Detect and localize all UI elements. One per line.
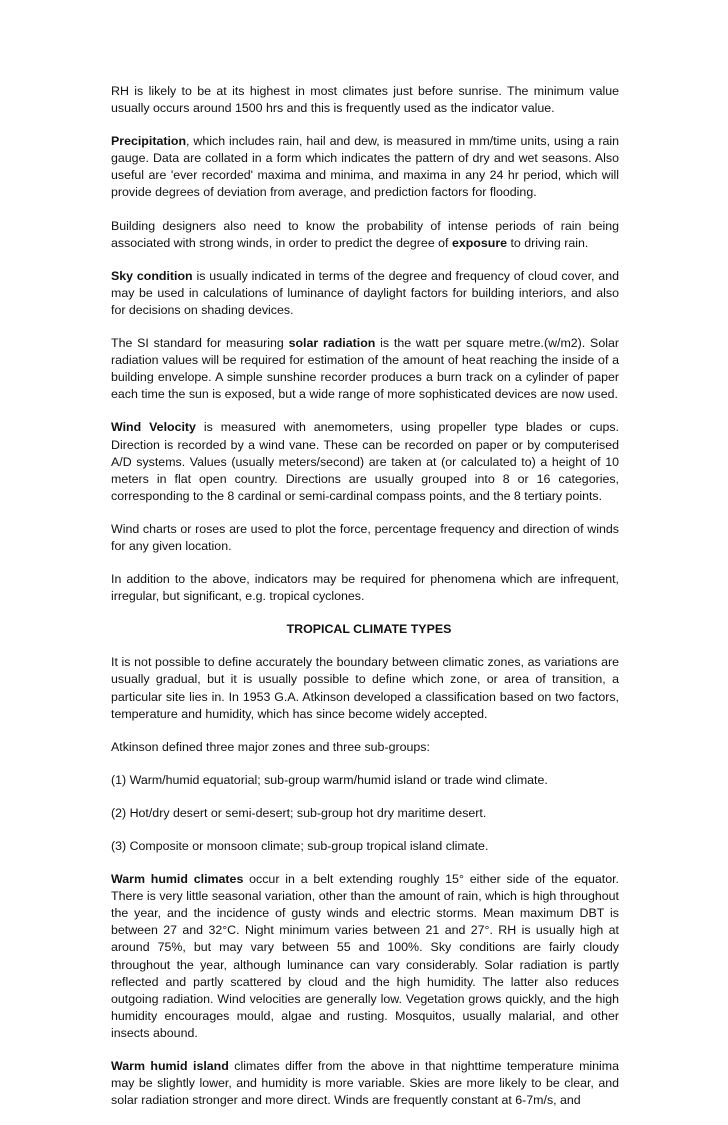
paragraph-solar-radiation	[111, 335, 619, 403]
paragraph-wind-charts: Wind charts or roses are used to plot the force, percentage frequency and direction of winds for any given location.	[111, 521, 619, 553]
list-item: (2) Hot/dry desert or semi-desert; sub-group hot dry maritime desert.	[111, 805, 487, 820]
term-warm-humid-island: Warm humid island	[111, 1059, 229, 1074]
paragraph-text: , which includes rain, hail and dew, is measured in mm/time units, using a rain gauge. Data are collated in a form which indicates the pattern of dry and wet seasons. Also useful are 'ever recorded' maxima and minima, and maxima in any 24 hr period, which will provide degrees of deviation from average, and prediction factors for flooding.	[111, 134, 619, 200]
paragraph-text: to driving rain.	[507, 235, 589, 250]
term-warm-humid-climates: Warm humid climates	[111, 872, 244, 887]
paragraph-exposure	[111, 218, 619, 252]
paragraph-atkinson: Atkinson defined three major zones and three sub-groups:	[111, 739, 430, 754]
paragraph-warm-humid	[111, 871, 619, 1042]
term-wind-velocity: Wind Velocity	[111, 420, 196, 435]
paragraph-indicators: In addition to the above, indicators may be required for phenomena which are infrequent, irregular, but significant, e.g. tropical cyclones.	[111, 572, 619, 604]
paragraph-text: Building designers also need to know the probability of intense periods of rain being associated with strong winds, in order to predict the degree of	[111, 218, 619, 250]
paragraph-text: climates differ from the above in that nighttime temperature minima may be slightly lower, and humidity is more variable. Skies are more likely to be clear, and solar radiation stronger and more direct. Winds are frequently constant at 6-7m/s, and	[111, 1059, 620, 1108]
paragraph-precipitation	[111, 133, 619, 201]
paragraph-text: occur in a belt extending roughly 15° either side of the equator. There is very little seasonal variation, other than the amount of rain, which is high throughout the year, and the incidence of gusty winds and electric storms. Mean maximum DBT is between 27 and 32°C. Night minimum varies between 21 and 27°. RH is usually high at around 75%, but may vary between 55 and 100%. Sky conditions are fairly cloudy throughout the year, although luminance can vary considerably. Solar radiation is partly reflected and partly scattered by cloud and the high humidity. The latter also reduces outgoing radiation. Wind velocities are generally low. Vegetation grows quickly, and the high humidity encourages mould, algae and rusting. Mosquitos, usually malarial, and other insects abound.	[111, 872, 619, 1040]
paragraph-rh: RH is likely to be at its highest in most climates just before sunrise. The minimum value usually occurs around 1500 hrs and this is frequently used as the indicator value.	[111, 84, 619, 116]
list-item: (1) Warm/humid equatorial; sub-group warm/humid island or trade wind climate.	[111, 772, 548, 787]
paragraph-warm-humid-island	[111, 1058, 619, 1109]
paragraph-text: is usually indicated in terms of the degree and frequency of cloud cover, and may be used in calculations of luminance of daylight factors for building interiors, and also for decisions on shading devices.	[111, 268, 619, 317]
paragraph-text: is measured with anemometers, using propeller type blades or cups. Direction is recorded by a wind vane. These can be recorded on paper or by computerised A/D systems. Values (usually meters/second) are taken at (or calculated to) a height of 10 meters in flat open country. Directions are usually grouped into 8 or 16 categories, corresponding to the 8 cardinal or semi-cardinal compass points, and the 8 tertiary points.	[111, 420, 619, 503]
list-item: (3) Composite or monsoon climate; sub-group tropical island climate.	[111, 839, 489, 853]
term-solar-radiation: solar radiation	[288, 336, 376, 351]
paragraph-climatic-zones: It is not possible to define accurately the boundary between climatic zones, as variations are usually gradual, but it is usually possible to define which zone, or area of transition, a particular site lies in. In 1953 G.A. Atkinson developed a classification based on two factors, temperature and humidity, which has since become widely accepted.	[111, 655, 619, 721]
term-precipitation: Precipitation	[111, 134, 187, 149]
section-heading	[111, 621, 619, 638]
document-page	[111, 83, 619, 1125]
term-exposure: exposure	[451, 235, 508, 250]
paragraph-wind-velocity	[111, 419, 619, 504]
paragraph-text: is the watt per square metre.(w/m2). Solar radiation values will be required for estimation of the amount of heat reaching the inside of a building envelope. A simple sunshine recorder produces a burn track on a cylinder of paper each time the sun is exposed, but a wide range of more sophisticated devices are now used.	[111, 336, 619, 402]
section-heading-text: TROPICAL CLIMATE TYPES	[286, 622, 452, 637]
paragraph-text: The SI standard for measuring	[111, 336, 289, 351]
paragraph-sky-condition	[111, 268, 619, 319]
term-sky-condition: Sky condition	[111, 268, 193, 283]
